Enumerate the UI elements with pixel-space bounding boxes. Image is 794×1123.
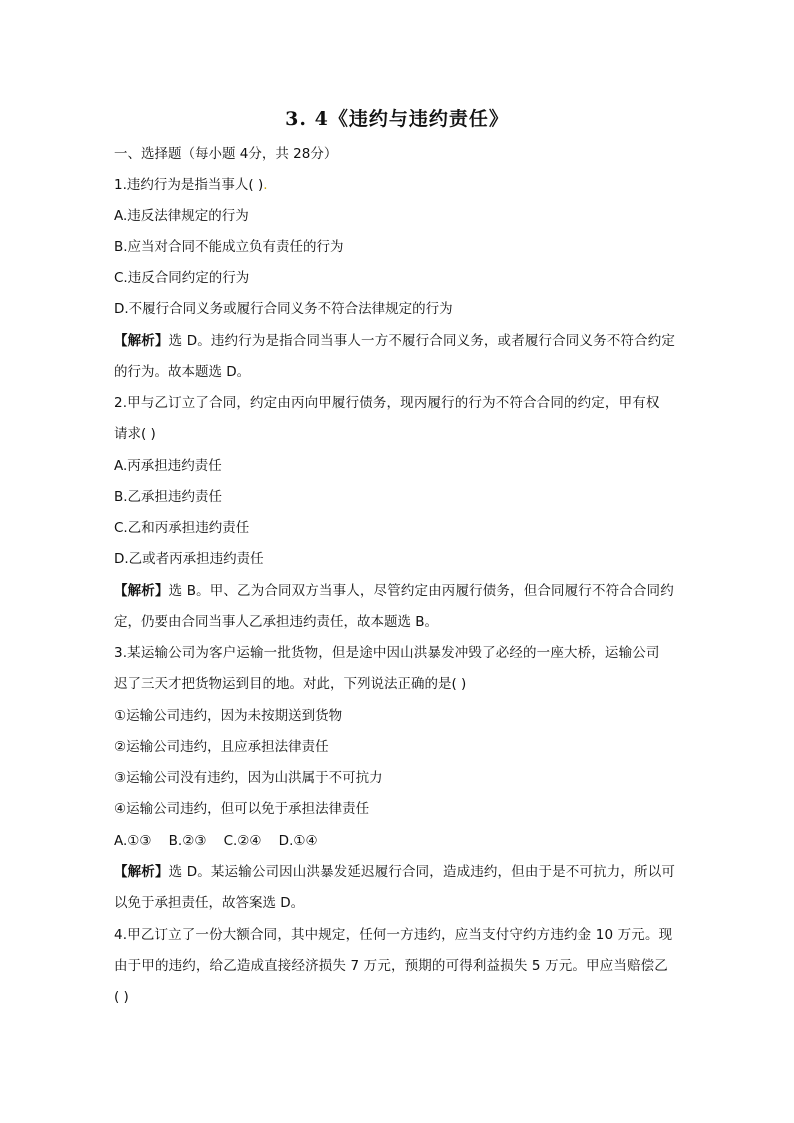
question-1-stem-text: 1.违约行为是指当事人( )	[114, 177, 264, 193]
question-1-option-b: B.应当对合同不能成立负有责任的行为	[114, 239, 344, 255]
question-2-stem-line-1: 2.甲与乙订立了合同，约定由丙向甲履行债务，现丙履行的行为不符合合同的约定，甲有权	[114, 395, 660, 411]
question-1-stem	[114, 175, 268, 195]
analysis-text: 选 B。甲、乙为合同双方当事人，尽管约定由丙履行债务，但合同履行不符合合同约	[168, 583, 674, 599]
question-2-option-a: A.丙承担违约责任	[114, 458, 222, 474]
page-title: 3. 4《违约与违约责任》	[285, 108, 509, 130]
section-heading: 一、选择题（每小题 4分，共 28分）	[114, 146, 338, 162]
question-3-choices: A.①③ B.②③ C.②④ D.①④	[114, 833, 318, 849]
question-2-option-c: C.乙和丙承担违约责任	[114, 520, 250, 536]
question-3-statement-1: ①运输公司违约，因为未按期送到货物	[114, 708, 343, 724]
question-1-analysis-line-1	[114, 331, 675, 351]
question-4-stem-line-2: 由于甲的违约，给乙造成直接经济损失 7 万元，预期的可得利益损失 5 万元。甲应当赔偿乙	[114, 958, 668, 974]
question-3-analysis-line-1	[114, 862, 675, 882]
question-1-option-c: C.违反合同约定的行为	[114, 270, 250, 286]
question-3-statement-4: ④运输公司违约，但可以免于承担法律责任	[114, 801, 370, 817]
question-1-option-d: D.不履行合同义务或履行合同义务不符合法律规定的行为	[114, 301, 453, 317]
question-3-statement-2: ②运输公司违约，且应承担法律责任	[114, 739, 329, 755]
question-2-option-d: D.乙或者丙承担违约责任	[114, 551, 264, 567]
question-4-stem-line-3: ( )	[114, 989, 129, 1005]
question-3-stem-line-1: 3.某运输公司为客户运输一批货物，但是途中因山洪暴发冲毁了必经的一座大桥，运输公司	[114, 645, 660, 661]
question-3-analysis-line-2: 以免于承担责任，故答案选 D。	[114, 895, 305, 911]
analysis-tag: 【解析】	[114, 864, 169, 880]
question-2-analysis-line-2: 定，仍要由合同当事人乙承担违约责任，故本题选 B。	[114, 614, 439, 630]
question-2-stem-line-2: 请求( )	[114, 426, 156, 442]
question-4-stem-line-1: 4.甲乙订立了一份大额合同，其中规定，任何一方违约，应当支付守约方违约金 10 万元。现	[114, 927, 673, 943]
question-2-option-b: B.乙承担违约责任	[114, 489, 223, 505]
question-1-stem-mark: .	[263, 177, 268, 193]
question-2-analysis-line-1	[114, 581, 674, 601]
question-1-analysis-line-2: 的行为。故本题选 D。	[114, 364, 251, 380]
analysis-tag: 【解析】	[114, 333, 169, 349]
analysis-tag: 【解析】	[114, 583, 169, 599]
question-3-stem-line-2: 迟了三天才把货物运到目的地。对此，下列说法正确的是( )	[114, 676, 467, 692]
analysis-text: 选 D。某运输公司因山洪暴发延迟履行合同，造成违约，但由于是不可抗力，所以可	[168, 864, 675, 880]
question-1-option-a: A.违反法律规定的行为	[114, 208, 249, 224]
analysis-text: 选 D。违约行为是指合同当事人一方不履行合同义务，或者履行合同义务不符合约定	[168, 333, 675, 349]
question-3-statement-3: ③运输公司没有违约，因为山洪属于不可抗力	[114, 770, 383, 786]
